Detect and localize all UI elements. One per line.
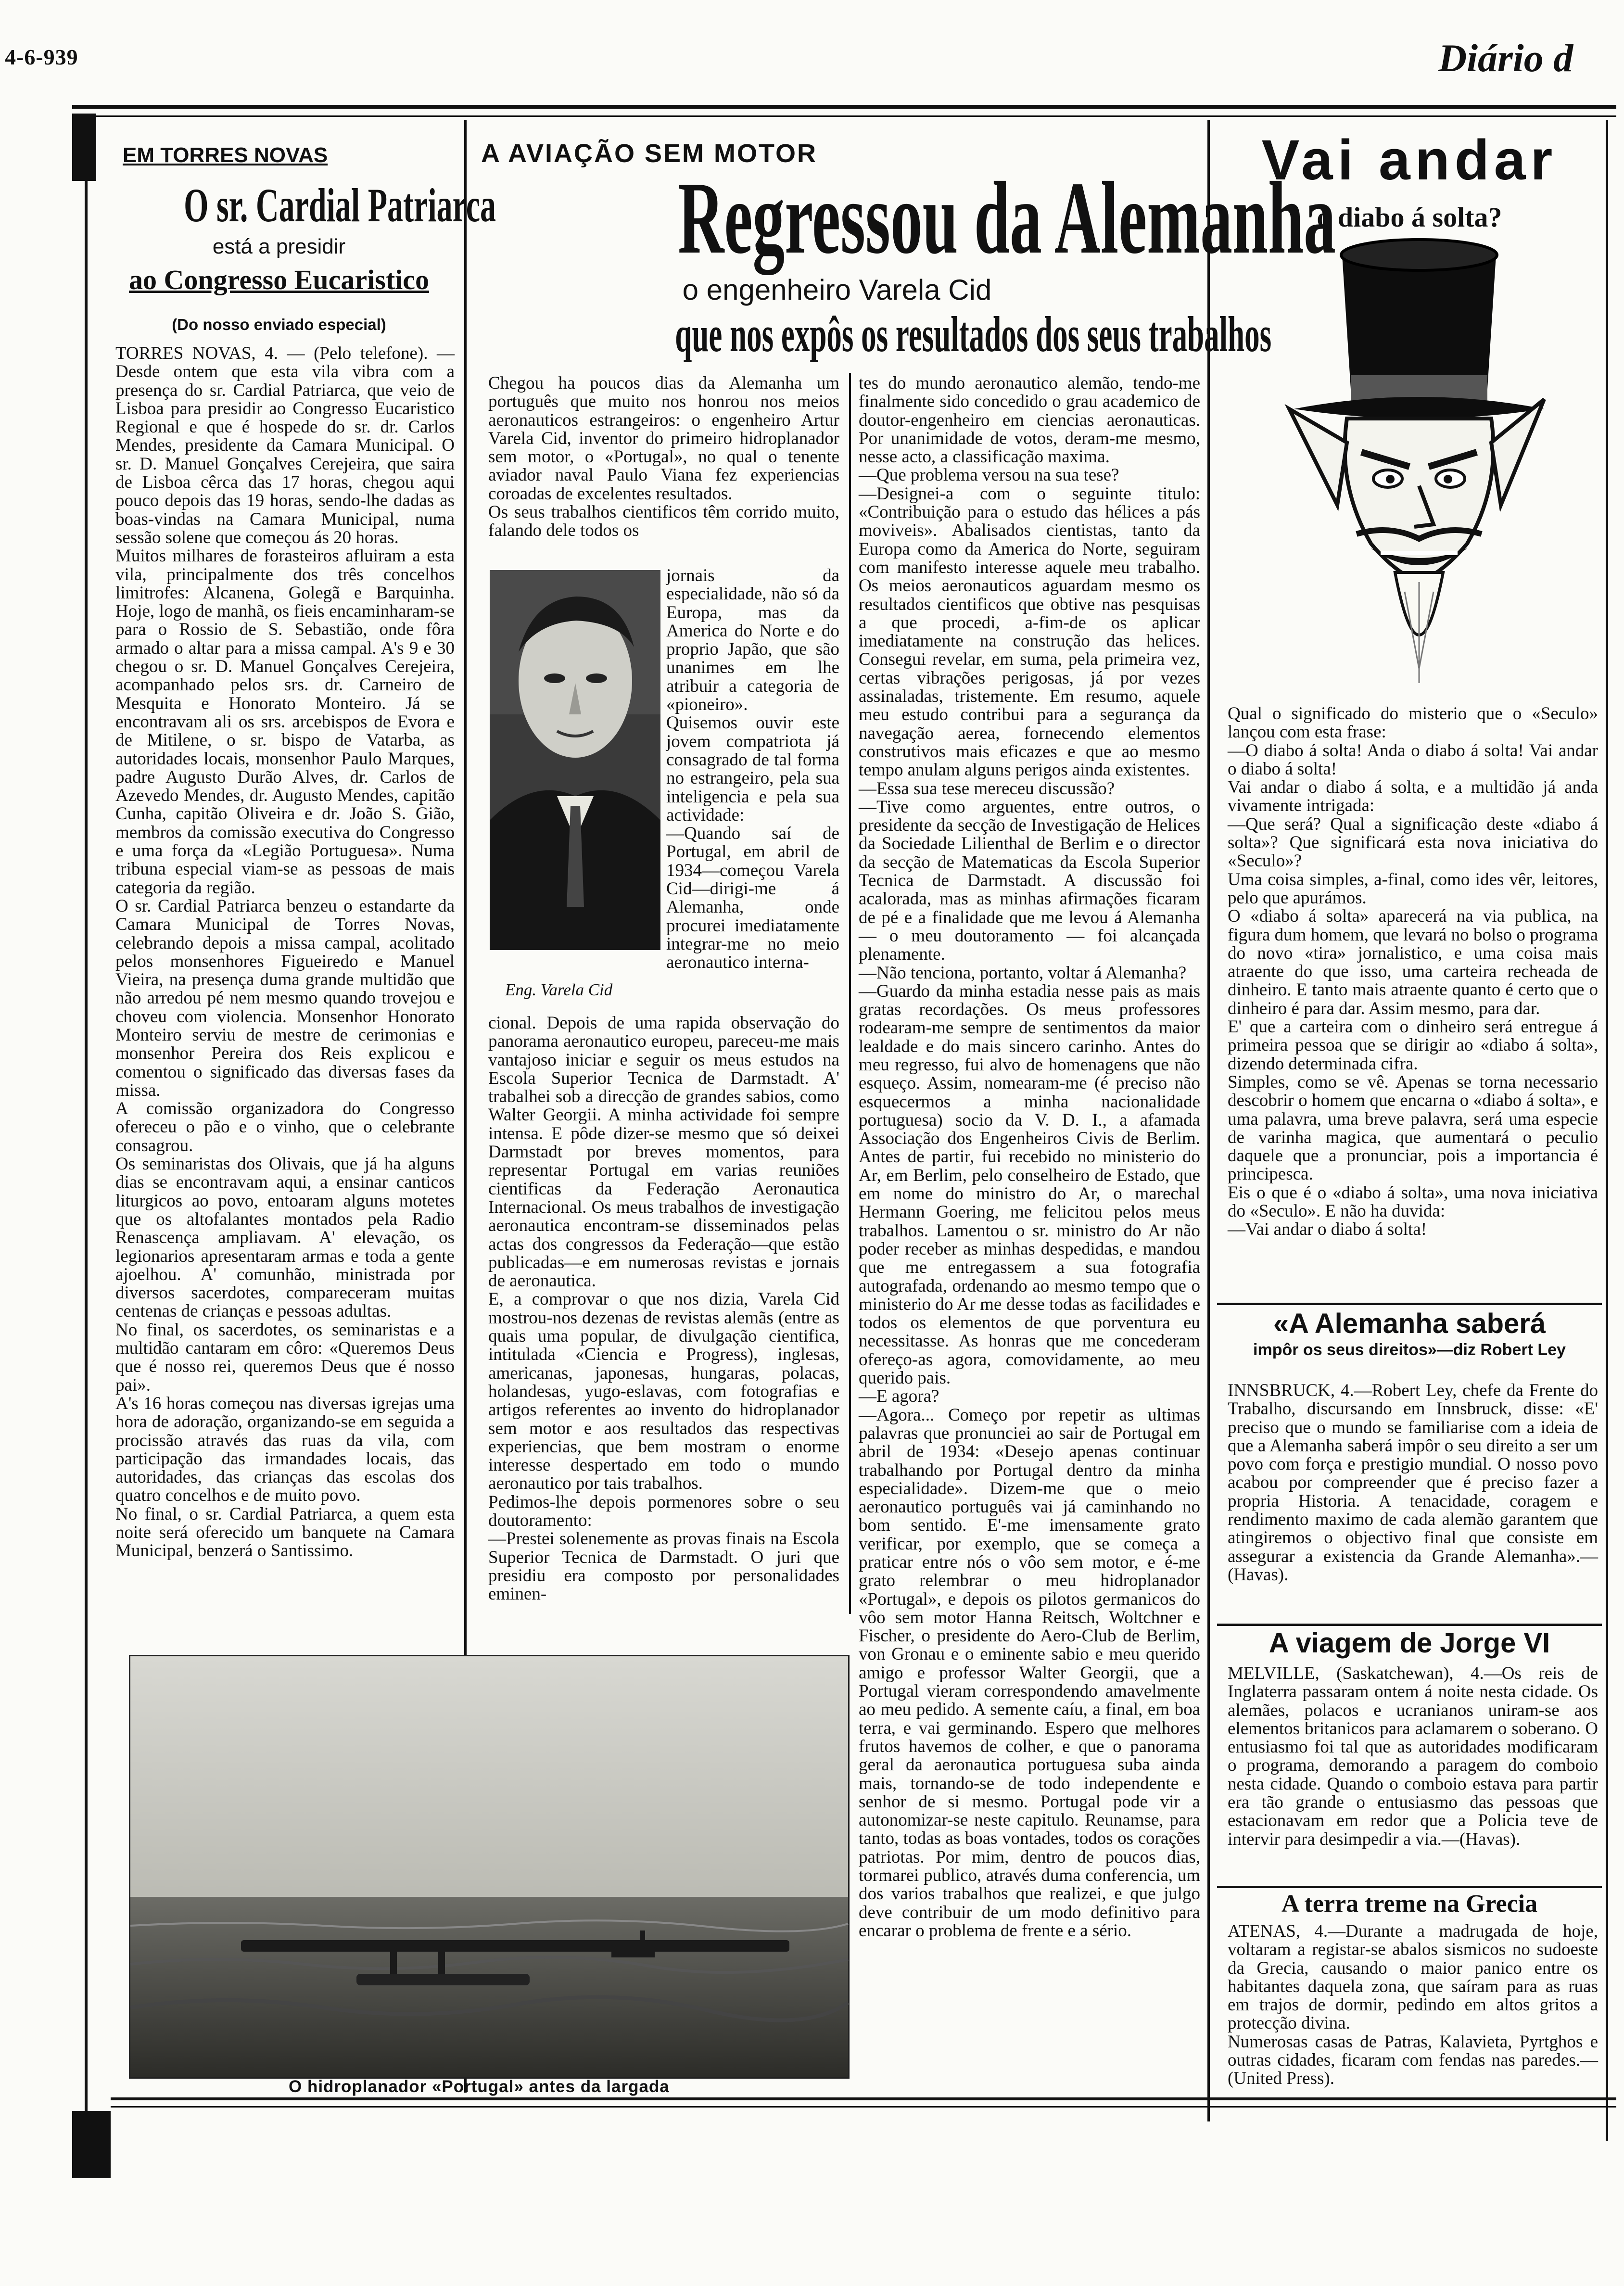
col1-byline: (Do nosso enviado especial) [172,316,386,333]
portrait-caption: Eng. Varela Cid [505,980,613,999]
story4-headline: A terra treme na Grecia [1281,1890,1538,1918]
col4-rule-1 [1217,1303,1602,1305]
col1-body: TORRES NOVAS, 4. — (Pelo telefone). — Desde ontem que esta vila vibra com a presença do sr. Cardial Patriarca, que veio de Lisboa para presidir ao Congresso Eucaristico Regional e que é hospede do sr. dr. Carlos Mendes, presidente da Camara Municipal. O sr. D. Manuel Gonçalves Cerejeira, que saira de Lisboa cêrca das 17 horas, chegou aqui pouco depois das 19 horas, sendo-lhe dadas as boas-vindas na Camara Municipal, numa sessão solene que começou ás 20 horas. Muitos milhares de forasteiros afluiram a esta vila, principalmente dos três concelhos limitrofes: Alcanena, Golegã e Barquinha. Hoje, logo de manhã, os fieis encaminharam-se para o Rossio de S. Sebastião, onde fôra armado o altar para a missa campal. A's 9 e 30 chegou o sr. D. Manuel Gonçalves Cerejeira, acompanhado pelos srs. dr. Carneiro de Mesquita e Honorato Monteiro. Já se encontravam ali os srs. arcebispos de Evora e de Mitilene, o sr. bispo de Vatarba, as autoridades locais, monsenhor Paulo Marques, padre Augusto Durão Alves, dr. Carlos de Azevedo Mendes, dr. Augusto Mendes, capitão Cunha, capitão Oliveira e dr. João S. Gião, membros da comissão executiva do Congresso e uma força da «Legião Portuguesa». Numa tribuna especial viam-se as pessoas de mais categoria da região. O sr. Cardial Patriarca benzeu o estandarte da Camara Municipal de Torres Novas, celebrando depois a missa campal, acolitado pelos monsenhores Figueiredo e Manuel Vieira, na presença duma grande multidão que não arredou pé nem mesmo quando trovejou e choveu com violencia. Monsenhor Honorato Monteiro serviu de mestre de cerimonias e monsenhor Pereira dos Reis explicou e comentou o significado das diversas fases da missa. A comissão organizadora do Congresso ofereceu o pão e o vinho, que o celebrante consagrou. Os seminaristas dos Olivais, que já ha alguns dias se encontravam aqui, a ensinar canticos liturgicos ao povo, entoaram alguns motetes que os altofalantes montados pela Radio Renascença ampliavam. A' elevação, os legionarios apresentaram armas e toda a gente ajoelhou. A' comunhão, ministrada por diversos sacerdotes, compareceram muitas centenas de crianças e pessoas adultas. No final, os sacerdotes, os seminaristas e a multidão cantaram em côro: «Queremos Deus que é nosso rei, queremos Deus que é nosso pai». A's 16 horas começou nas diversas igrejas uma hora de adoração, organizando-se em seguida a procissão através das ruas da vila, com participação das irmandades locais, das autoridades, das crianças das escolas dos quatro concelhos e de muito povo. No final, o sr. Cardial Patriarca, a quem esta noite será oferecido um banquete na Camara Municipal, benzerá o Santissimo. [115,343,455,1561]
main-deck: o engenheiro Varela Cid [682,274,992,306]
col1-kicker: EM TORRES NOVAS [123,143,328,167]
seaplane-photo [129,1655,850,2079]
col1-headline [103,178,496,232]
seaplane-caption: O hidroplanador «Portugal» antes da largada [289,2077,670,2096]
story2-body: INNSBRUCK, 4.—Robert Ley, chefe da Frente do Trabalho, discursando em Innsbruck, disse: «E' preciso que o mundo se familiarise com a ideia de que a Alemanha saberá impôr o seu direito a ser um povo com força e prestigio mundial. O nosso povo acabou por compreender que é preciso fazer a propria Historia. A tenacidade, coragem e rendimento maximo de cada alemão garantem que atingiremos o objectivo final que consiste em assegurar a existencia da Grande Alemanha».—(Havas). [1228,1381,1598,1585]
issue-date: 4-6-939 [5,45,78,69]
main-subhead-text: que nos expôs os resultados dos seus trabalhos [675,306,1272,362]
column-divider-3 [1207,120,1210,2121]
col4-body: Qual o significado do misterio que o «Seculo» lançou com esta frase: —O diabo á solta! Anda o diabo á solta! Vai andar o diabo á solta! Vai andar o diabo á solta, e a multidão já anda vivamente intrigada: —Que será? Qual a significação deste «diabo á solta»? Que significará esta nova iniciativa do «Seculo»? Uma coisa simples, a-final, como ides vêr, leitores, pelo que apurámos. O «diabo á solta» aparecerá na via publica, na figura dum homem, que levará no bolso o programa do novo «tira» jornalistico, e uma coisa mais atraente do que isso, uma carteira recheada de dinheiro. E tanto mais atraente quanto é certo que o dinheiro é para dar. Assim mesmo, para dar. E' que a carteira com o dinheiro será entregue á primeira pessoa que se dirigir ao «diabo á solta», dizendo determinada cifra. Simples, como se vê. Apenas se torna necessario descobrir o homem que encarna o «diabo á solta», e uma palavra, uma breve palavra, será uma especie de varinha magica, que aumentará o peculio daquele que a pronunciar, pois a importancia é principesca. Eis o que é o «diabo á solta», uma nova iniciativa do «Seculo». E não ha duvida: —Vai andar o diabo á solta! [1228,704,1598,1240]
col4-headline: Vai andar [1261,128,1558,192]
story3-headline: A viagem de Jorge VI [1269,1627,1550,1659]
col4-rule-3 [1217,1886,1602,1888]
seaplane-scene [130,1656,848,2077]
footer-rule [111,2097,1616,2100]
col1-deck2: ao Congresso Eucaristico [128,264,429,295]
col1-deck1: está a presidir [212,235,346,258]
story2-headline: «A Alemanha saberá [1273,1308,1546,1339]
portrait-figure [490,570,660,950]
margin-line-left [85,144,88,2141]
column-divider-2 [849,373,851,1614]
margin-bar-bottom [72,2111,111,2178]
header-rule [72,105,1616,109]
portrait-photo [490,570,660,950]
main-body-right: tes do mundo aeronautico alemão, tendo-me finalmente sido concedido o grau academico de doutor-engenheiro em ciencias aeronauticas. Por unanimidade de votos, deram-me mesmo, nesse acto, a classificação maxima. —Que problema versou na sua tese? —Designei-a com o seguinte titulo: «Contribuição para o estudo das hélices a pás moviveis». Abalisados cientistas, tanto da Europa como da America do Norte, seguiram com manifesto interesse aquele meu trabalho. Os meios aeronauticos aguardam mesmo os resultados cientificos que obtive nas pesquisas a que procedi, a-fim-de os aplicar imediatamente na construção das helices. Consegui revelar, em suma, pela primeira vez, certas vibrações perigosas, já por vezes assinaladas, tristemente. Em resumo, aquele meu estudo contribui para a segurança da navegação aerea, fornecendo elementos construtivos mais eficazes e que ao mesmo tempo anulam alguns perigos ainda existentes. —Essa sua tese mereceu discussão? —Tive como arguentes, entre outros, o presidente da secção de Investigação de Helices da Sociedade Lilienthal de Berlim e o director da secção de Matematicas da Escola Superior Tecnica de Darmstadt. A discussão foi acalorada, mas as minhas afirmações ficaram de pé e a finalidade que me levou á Alemanha — o meu doutoramento — foi alcançada plenamente. —Não tenciona, portanto, voltar á Alemanha? —Guardo da minha estadia nesse pais as mais gratas recordações. Os meus professores rodearam-me sempre de sentimentos da maior lealdade e do mais sincero carinho. Antes do meu regresso, fui alvo de homenagens que não esqueço. Assim, nomearam-me (é preciso não esquecermos a minha nacionalidade portuguesa) socio da V. D. I., a afamada Associação dos Engenheiros Civis de Berlim. Antes de partir, fui recebido no ministerio do Ar, em Berlim, pelo conselheiro de Estado, que em nome do ministro do Ar, o marechal Hermann Goering, me felicitou pelos meus trabalhos. Lamentou o sr. ministro do Ar não poder receber as minhas despedidas, e mandou que me entregassem a sua fotografia autografada, ordenando ao mesmo tempo que o ministerio do Ar me desse todas as facilidades e todos os elementos de que porventura eu necessitasse. As honras que me concederam ofereço-as agora, comovidamente, ao meu querido pais. —E agora? —Agora... Começo por repetir as ultimas palavras que pronunciei ao sair de Portugal em abril de 1934: «Desejo apenas continuar trabalhando por Portugal dentro da minha especialidade». Dizem-me que o meio aeronautico português vai já caminhando no bom sentido. E'-me imensamente grato verificar, por exemplo, que se começa a praticar entre nós o vôo sem motor, e é-me grato relembrar o meu hidroplanador «Portugal», e depois os pilotos germanicos do vôo sem motor Hanna Reitsch, Woltchner e Fischer, o presidente do Aero-Club de Berlim, von Gronau e o eminente sabio e meu querido amigo e professor Walter Georgii, que a Portugal vieram correspondendo amavelmente ao meu pedido. A semente caíu, a final, em boa terra, e vai germinando. Espero que melhores frutos havemos de colher, e que o panorama geral da aeronautica portuguesa suba ainda mais, tornando-se de todo independente e senhor de si mesmo. Portugal pode vir a autonomizar-se neste capitulo. Reunamse, para tanto, todas as boas vontades, todos os corações patriotas. Por mim, dentro de poucos dias, tormarei publico, através duma conferencia, um dos varios trabalhos que realizei, e que julgo deve contribuir de um modo definitivo para encarar o problema de frente e a sério. [859,373,1200,1941]
margin-bar-top [72,114,96,181]
col1-headline-text: O sr. Cardial Patriarca [184,178,496,232]
story4-body: ATENAS, 4.—Durante a madrugada de hoje, voltaram a registar-se abalos sismicos no sudoeste da Grecia, causando o maior panico entre os habitantes daquela zona, que saíram para as ruas em trajos de dormir, pedindo em altos gritos a protecção divina. Numerosas casas de Patras, Kalavieta, Pyrtghos e outras cidades, ficaram com fendas nas paredes.—(United Press). [1228,1921,1598,2089]
right-edge-rule [1606,120,1608,2141]
devil-icon [1275,236,1563,707]
main-headline-text: Regressou da Alemanha [678,160,1336,275]
main-headline [476,160,1336,275]
story3-body: MELVILLE, (Saskatchewan), 4.—Os reis de Inglaterra passaram ontem á noite nesta cidade. Os alemães, polacos e ucranianos uniram-se aos elementos britanicos para aclamarem o soberano. O entusiasmo foi tal que as autoridades modificaram o programa, demorando a paragem do comboio nesta cidade. Quando o comboio estava para partir era tão grande o entusiasmo das pessoas que estacionavam em redor que a Policia teve de intervir para desimpedir a via.—(Havas). [1228,1664,1598,1849]
main-body-left-wrap: jornais da especialidade, não só da Europa, mas da America do Norte e do proprio Japão, que são unanimes em lhe atribuir a categoria de «pioneiro». Quisemos ouvir este jovem compatriota já consagrado de tal forma no estrangeiro, pela sua inteligencia e pela sua actividade: —Quando saí de Portugal, em abril de 1934—começou Varela Cid—dirigi-me á Alemanha, onde procurei imediatamente integrar-me no meio aeronautico interna- [666,566,839,973]
devil-illustration [1275,236,1563,707]
newspaper-name: Diário d [1438,36,1573,80]
main-body-left-bottom: cional. Depois de uma rapida observação do panorama aeronautico europeu, pareceu-me mais vantajoso iniciar e seguir os meus estudos na Escola Superior Tecnica de Darmstadt. A' trabalhei sob a direcção de grandes sabios, como Walter Georgii. A minha actividade foi sempre intensa. E pôde dizer-se mesmo que só deixei Darmstadt por breves momentos, para representar Portugal em varias reuniões cientificas da Federação Aeronautica Internacional. Os meus trabalhos de investigação aeronautica encontram-se disseminados pelas actas dos congressos da Federação—que estão publicadas—e em numerosas revistas e jornais de aeronautica. E, a comprovar o que nos dizia, Varela Cid mostrou-nos dezenas de revistas alemãs (entre as quais uma popular, de divulgação cientifica, intitulada «Ciencia e Progress), inglesas, americanas, japonesas, hungaras, polacas, holandesas, yugo-eslavas, com fotografias e artigos referentes ao invento do hidroplanador sem motor e aos resultados das respectivas experiencias, que bem mostram o enorme interesse despertado em todo o mundo aeronautico por tais trabalhos. Pedimos-lhe depois pormenores sobre o seu doutoramento: —Prestei solenemente as provas finais na Escola Superior Tecnica de Darmstadt. O juri que presidiu era composto por personalidades eminen- [488,1013,839,1604]
footer-rule-2 [111,2106,1616,2108]
main-kicker: A AVIAÇÃO SEM MOTOR [481,139,818,168]
main-body-left-top: Chegou ha poucos dias da Alemanha um português que muito nos honrou nos meios aeronauticos estrangeiros: o engenheiro Artur Varela Cid, inventor do primeiro hidroplanador sem motor, o «Portugal», no qual o tenente aviador naval Paulo Viana fez experiencias coroadas de excelentes resultados. Os seus trabalhos cientificos têm corrido muito, falando dele todos os [488,373,839,541]
col4-rule-2 [1217,1624,1602,1626]
main-subhead [476,306,1272,362]
header-rule-thin [72,115,1616,117]
col4-deck: o diabo á solta? [1317,202,1502,233]
story2-deck: impôr os seus direitos»—diz Robert Ley [1253,1341,1566,1359]
